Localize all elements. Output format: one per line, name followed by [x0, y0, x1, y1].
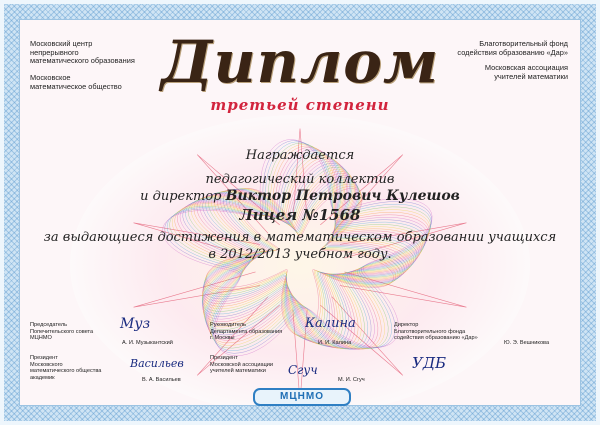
diploma-degree: третьей степени [210, 96, 390, 114]
signer-role [30, 322, 93, 342]
awardee-prefix: и директор [140, 189, 222, 204]
signer-name: М. И. Сгуч [338, 377, 365, 383]
signature-sguch: Сгуч [288, 363, 318, 377]
signer-name: И. И. Калина [318, 340, 352, 346]
org-line: Московский центр [30, 39, 93, 48]
role-line: Руководитель [210, 322, 247, 328]
role-line: Президент [210, 355, 238, 361]
role-line: Директор [394, 322, 419, 328]
role-line: учителей математики [210, 368, 266, 375]
diploma-sheet [20, 20, 580, 405]
org-line: Московское [30, 73, 71, 82]
role-line: Департамента образования [210, 328, 283, 335]
role-line: математического общества [30, 368, 102, 375]
role-line: академик [30, 374, 55, 381]
signature-muzykantsky: Муз [120, 316, 151, 332]
awardee-line1: педагогический коллектив [205, 172, 395, 187]
signature-udb: УДБ [412, 354, 447, 372]
signer-role [394, 322, 478, 342]
signer-role [30, 355, 101, 381]
role-line: г. Москвы [210, 335, 235, 342]
org-line: непрерывного [30, 47, 79, 57]
org-line: математическое общество [30, 81, 122, 91]
role-line: МЦНМО [30, 335, 52, 342]
org-line: содействия образованию «Дар» [457, 47, 568, 57]
signer-role [210, 355, 273, 375]
awarded-label: Награждается [245, 148, 355, 163]
awardee-line2 [20, 188, 580, 204]
year-line: в 2012/2013 учебном году. [208, 247, 392, 262]
signer-role [210, 322, 282, 342]
org-line: Московская ассоциация [484, 63, 568, 72]
awardee-name: Виктор Петрович Кулешов [225, 188, 460, 204]
diploma-title: Диплом [160, 28, 440, 96]
signature-vasiliev: Васильев [130, 357, 184, 370]
org-line: математического образования [30, 56, 135, 66]
signer-name: А. И. Музыкантский [122, 340, 173, 346]
role-line: Московской ассоциации [210, 361, 274, 368]
org-line: Благотворительный фонд [479, 39, 568, 48]
signer-name: В. А. Васильев [142, 377, 181, 383]
role-line: Московского [30, 361, 63, 368]
signer-name: Ю. Э. Вешникова [504, 340, 550, 346]
org-line: учителей математики [494, 71, 568, 81]
mcnmo-logo: МЦНМО [253, 388, 351, 406]
school-name: Лицея №1568 [239, 206, 361, 224]
role-line: Президент [30, 355, 58, 361]
achievement-line: за выдающиеся достижения в математическом образовании учащихся [43, 230, 557, 245]
role-line: Председатель [30, 322, 68, 328]
signature-kalina: Калина [305, 316, 356, 331]
role-line: Благотворительного фонда [394, 328, 466, 335]
role-line: Попечительского совета [30, 328, 94, 335]
role-line: содействия образованию «Дар» [394, 335, 478, 342]
